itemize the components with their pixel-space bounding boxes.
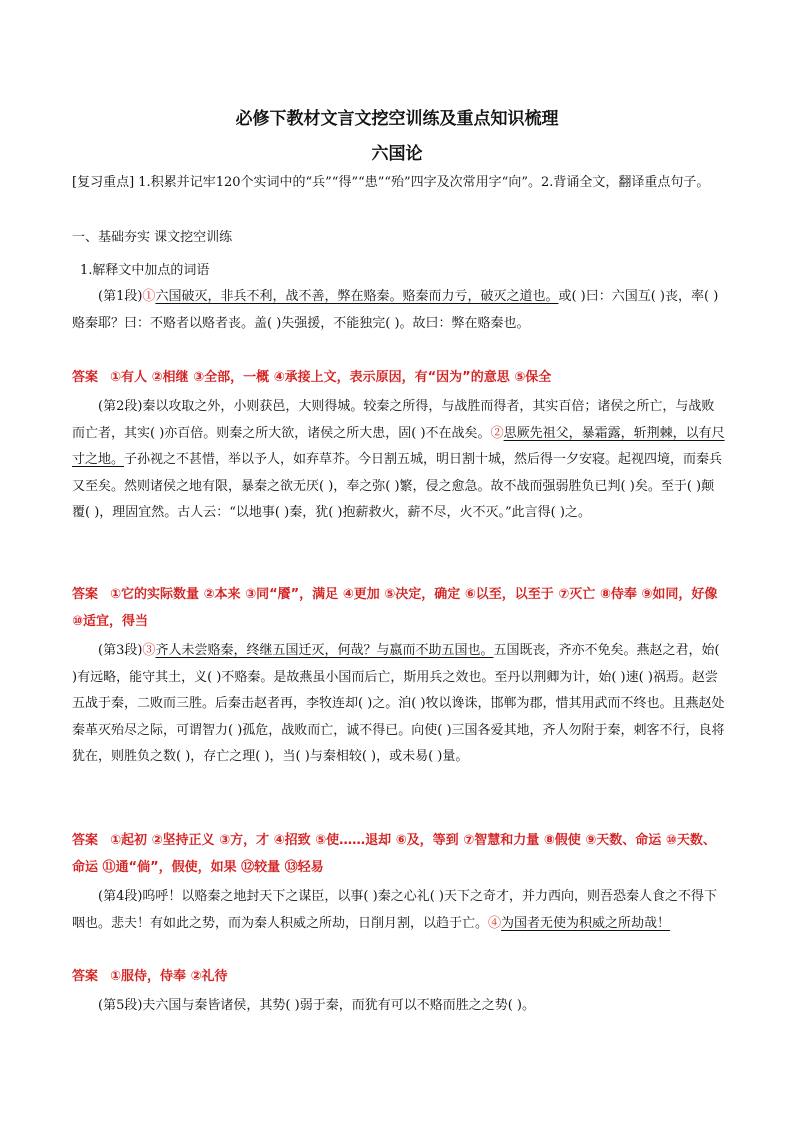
para-2-rest: 子孙视之不甚惜，举以予人，如弃草芥。今日割五城，明日割十城，然后得一夕安寝。起视四境，而秦兵又至矣。然则诸侯之地有限，暴秦之欲无厌( )，奉之弥( )繁，侵之愈急。故不战而强弱胜负已判( )矣。至于( )颠覆( )，理固宜然。古人云：“以地事( )秦，犹( )抱薪救火，薪不尽，火不灭。”此言得( )之。 <box>72 452 723 520</box>
answer-2-label: 答案 <box>72 587 99 602</box>
answer-2 <box>72 582 726 635</box>
answer-1-text: ①有人 ②相继 ③全部，一概 ④承接上文，表示原因，有“因为”的意思 ⑤保全 <box>110 370 552 385</box>
paragraph-1 <box>72 284 726 337</box>
para-1-underlined: 六国破灭，非兵不利，战不善，弊在赂秦。赂秦而力亏，破灭之道也。 <box>155 289 559 304</box>
para-4-underlined: 为国者无使为积威之所劫哉！ <box>501 915 671 931</box>
para-3-rest: 五国既丧，齐亦不免矣。燕赵之君，始( )有远略，能守其土，义( )不赂秦。是故燕虽小国而后亡，斯用兵之效也。至丹以荆卿为计，始( )速( )祸焉。赵尝五战于秦，二败而三胜。后秦击赵者再，李牧连却( )之。洎( )牧以谗诛，邯郸为郡，惜其用武而不终也。且燕赵处秦革灭殆尽之际，可谓智力( )孤危，战败而亡，诚不得已。向使( )三国各爱其地，齐人勿附于秦，刺客不行，良将犹在，则胜负之数( )，存亡之理( )，当( )与秦相较( )，或未易( )量。 <box>72 643 725 764</box>
question-heading: 1.解释文中加点的词语 <box>80 263 210 278</box>
para-4-mark: ④ <box>488 915 502 931</box>
answer-3-label: 答案 <box>72 833 99 848</box>
answer-4 <box>72 964 726 991</box>
para-3-underlined: 齐人未尝赂秦，终继五国迁灭，何哉？与嬴而不助五国也。 <box>155 643 494 658</box>
page-title: 必修下教材文言文挖空训练及重点知识梳理 <box>235 109 559 129</box>
para-2-underlined: 思厥先祖父，暴霜露，斩荆棘，以有尺寸之地。 <box>72 425 725 467</box>
para-5-text: (第5段)夫六国与秦皆诸侯，其势( )弱于秦，而犹有可以不赂而胜之之势( )。 <box>98 998 535 1013</box>
review-text: 1.积累并记牢120个实词中的“兵”“得”“患”“殆”四字及次常用字“向”。2.背诵全文，翻译重点句子。 <box>134 175 710 190</box>
paragraph-4 <box>72 884 726 937</box>
para-4-prefix: (第4段)呜呼！以赂秦之地封天下之谋臣，以事( )秦之心礼( )天下之奇才，并力西向，则吾恐秦人食之不得下咽也。悲夫！有如此之势，而为秦人积威之所劫，日削月割，以趋于亡。 <box>72 889 717 931</box>
para-1-prefix: (第1段) <box>98 289 143 304</box>
paragraph-3 <box>72 638 726 771</box>
page-subtitle: 六国论 <box>371 144 423 164</box>
answer-1 <box>72 365 726 392</box>
answer-3 <box>72 828 726 881</box>
para-1-mark: ① <box>142 289 156 304</box>
para-3-prefix: (第3段) <box>98 643 143 658</box>
para-3-mark: ③ <box>142 643 156 658</box>
para-1-rest: 或( )曰：六国互( )丧，率( )赂秦耶？曰：不赂者以赂者丧。盖( )失强援，不能独完( )。故曰：弊在赂秦也。 <box>72 289 719 331</box>
answer-1-label: 答案 <box>72 370 99 385</box>
answer-3-text: ①起初 ②坚持正义 ③方，才 ④招致 ⑤使……退却 ⑥及，等到 ⑦智慧和力量 ⑧假使 ⑨天数、命运 ⑩天数、命运 ⑪通“倘”，假使，如果 ⑫较量 ⑬轻易 <box>72 833 716 875</box>
section-heading: 一、基础夯实 课文挖空训练 <box>72 230 233 245</box>
review-focus <box>72 170 726 197</box>
answer-2-text: ①它的实际数量 ②本来 ③同“餍”，满足 ④更加 ⑤决定，确定 ⑥以至，以至于 ⑦灭亡 ⑧侍奉 ⑨如同，好像 ⑩适宜，得当 <box>72 587 718 629</box>
para-2-mark: ② <box>490 425 504 441</box>
answer-4-label: 答案 <box>72 969 99 984</box>
paragraph-2 <box>72 394 726 527</box>
answer-4-text: ①服侍，侍奉 ②礼待 <box>110 969 228 984</box>
paragraph-5 <box>72 993 726 1020</box>
para-2-prefix: (第2段)秦以攻取之外，小则获邑，大则得城。较秦之所得，与战胜而得者，其实百倍；诸侯之所亡，与战败而亡者，其实( )亦百倍。则秦之所大欲，诸侯之所大患，固( )不在战矣。 <box>72 399 715 441</box>
review-tag: [复习重点] <box>72 175 135 190</box>
